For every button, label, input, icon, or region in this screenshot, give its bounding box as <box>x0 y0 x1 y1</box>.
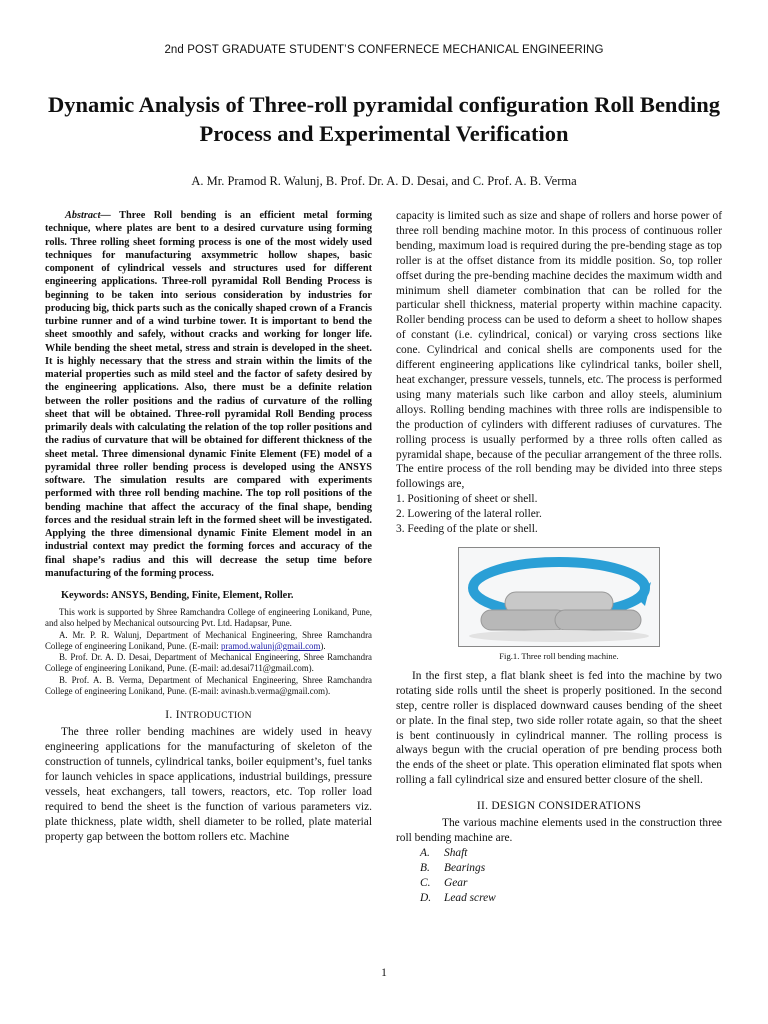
right-column <box>396 209 722 906</box>
left-roller <box>481 610 567 630</box>
footnote-author-a: A. Mr. P. R. Walunj, Department of Mechanical Engineering, Shree Ramchandra College of engineering Lonikand, Pune. (E-mail: pramod.walunj@gmail.com). <box>45 629 372 651</box>
figure-caption: Fig.1. Three roll bending machine. <box>499 650 619 661</box>
list-item: 3. Feeding of the plate or shell. <box>396 523 538 536</box>
list-item: C. Gear <box>420 877 468 889</box>
running-header: 2nd POST GRADUATE STUDENT’S CONFERNECE MECHANICAL ENGINEERING <box>164 44 604 56</box>
list-item: D. Lead screw <box>420 892 496 904</box>
figure-three-roll-machine <box>458 547 660 647</box>
floor-shadow <box>469 630 649 642</box>
paper-title: Dynamic Analysis of Three-roll pyramidal configuration Roll Bending Process and Experimental Verification <box>48 92 720 146</box>
list-item: 1. Positioning of sheet or shell. <box>396 493 538 506</box>
right-paragraph-1: capacity is limited such as size and shape of rollers and horse power of three roll bending machine motor. In this process of continuous roller bending, maximum load is required during the pre-bending stage as top roller is at the offset distance from its middle position. So, top roller offset during the pre-bending machine decides the maximum width and minimum shell diameter combination that can be rolled for the particular shell thickness, material property within machine capacity. Roller bending process can be used to deform a sheet to hollow shapes of constant (i.e. cylindrical, conical) or varying cross sections like cone. Cylindrical and conical shells are components used for the different engineering applications like cylindrical tanks, boiler shell, heat exchanger, pressure vessels, tunnels, etc. The process is performed using many materials such like carbon and alloy steels, aluminium alloys. Rolling bending machines with three rolls are indispensible to the production of cylinders with different radiuses of curvatures. The rolling process is usually performed by a three rolls often called as pyramidal shape, because of the peculiar arrangement of the three rolls. The entire process of the roll bending may be divided into three steps followings are, <box>396 210 722 491</box>
footnote-author-b: B. Prof. Dr. A. D. Desai, Department of Mechanical Engineering, Shree Ramchandra College of engineering Lonikand, Pune. (E-mail: ad.desai711@gmail.com). <box>45 652 372 674</box>
email-link-a[interactable]: pramod.walunj@gmail.com <box>220 640 321 651</box>
keywords: Keywords: ANSYS, Bending, Finite, Element, Roller. <box>61 590 294 601</box>
design-paragraph: The various machine elements used in the construction three roll bending machine are. <box>396 817 722 845</box>
abstract-lead: Abstract— <box>65 210 111 221</box>
footnotes <box>45 607 372 697</box>
steps-list <box>396 492 722 537</box>
right-roller <box>555 610 641 630</box>
list-item: 2. Lowering of the lateral roller. <box>396 508 542 521</box>
intro-paragraph: The three roller bending machines are widely used in heavy engineering applications for the manufacturing of skeleton of the construction of tunnels, cylindrical tanks, boiler equipment’s, fuel tanks for launch vehicles in space applications, industrial buildings, pressure vessels, heat exchangers, tall towers, reactors, etc. Top roller load required to bend the sheet is the function of various parameters viz. plate thickness, plate width, shell diameter to be rolled, plate material property gap between the bottom rollers etc. Machine <box>45 726 372 843</box>
section-heading-introduction: I. INTRODUCTION <box>165 709 252 722</box>
design-items-list <box>396 846 722 906</box>
page-number: 1 <box>381 967 387 979</box>
abstract <box>45 209 372 580</box>
footnote-support: This work is supported by Shree Ramchandra College of engineering Lonikand, Pune, and also helped by Mechanical outsourcing Pvt. Ltd. Hadapsar, Pune. <box>45 607 372 629</box>
right-paragraph-2: In the first step, a flat blank sheet is fed into the machine by two rotating side rolls until the sheet is properly positioned. In the second step, centre roller is displaced downward causes bending of the sheet or plate. In the final step, two side roller rotate again, so that the sheet is bent continuously in cylindrical manner. The rolling process is always begun with the crucial operation of pre bending process both the ends of the sheet or plate. This operation eliminated flat spots when rolling a fall cylindrical size and ensured better closure of the shell. <box>396 669 722 787</box>
abstract-text: Three Roll bending is an efficient metal forming technique, where plates are bent to a desired curvature using forming rolls. Three rolling sheet forming process is one of the most widely used techniques for manufacturing axsymmetric hollow shapes, basic component of cylindrical vessels and structures used for different engineering applications. Three-roll pyramidal Roll Bending Process is beginning to be taken into serious consideration by industries for producing big, thick parts such as the conically shaped crown of a Francis turbine runner and of a wind turbine tower. It is important to bend the sheet smoothly and safely, without cracks and working for longer life. While bending the sheet metal, stress and strain is developed in the sheet. It is highly necessary that the stress and strain within the limits of the material properties such as mild steel and the factor of safety desired by the engineering applications. Also, there must be a definite relation between the roller positions and the radius of curvature of the rolling sheet that will be obtained. Three-roll pyramidal Roll Bending process primarily deals with calculating the relation of the top roller positions and the radius of curvature that will be obtained for different thickness of the sheet metal. Three dimensional dynamic Finite Element (FE) model of a pyramidal three roller bending process is developed using the ANSYS software. The simulation results are compared with experiments performed with three roll bending machine. The top roll positions of the bending machine that affect the accuracy of the final shape, bending forces and the residual strain left in the formed sheet will be investigated. Applying the three dimensional dynamic Finite Element model in an industrial context may predict the forming forces and accuracy of the final shape’s radius and this will decrease the setup time before manufacturing of the forming process. <box>45 210 373 579</box>
list-item: A. Shaft <box>420 847 468 859</box>
left-column <box>45 209 372 845</box>
list-item: B. Bearings <box>420 862 486 874</box>
roll-bending-illustration <box>459 548 659 646</box>
section-heading-design: II. DESIGN CONSIDERATIONS <box>476 800 642 813</box>
footnote-author-c: B. Prof. A. B. Verma, Department of Mechanical Engineering, Shree Ramchandra College of engineering Lonikand, Pune. (E-mail: avinash.b.verma@gmail.com). <box>45 674 372 697</box>
author-line: A. Mr. Pramod R. Walunj, B. Prof. Dr. A. D. Desai, and C. Prof. A. B. Verma <box>191 174 577 188</box>
